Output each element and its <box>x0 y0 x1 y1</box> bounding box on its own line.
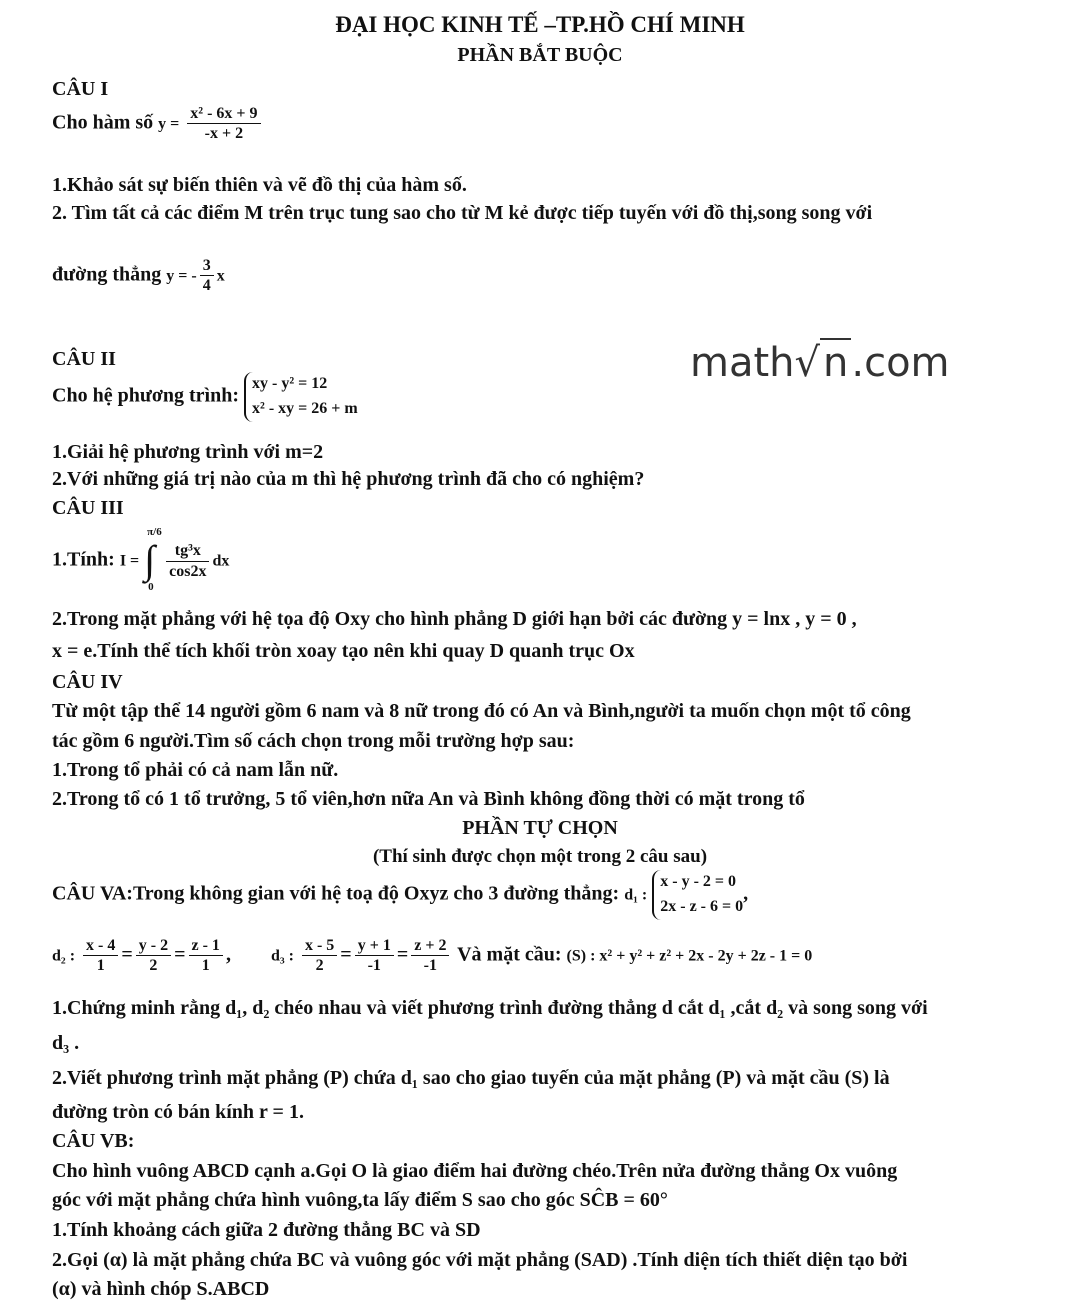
cau5a-question-1: 1.Chứng minh rằng d₁, d₂ chéo nhau và viết phương trình đường thẳng d cắt d₁ ,cắt d₂ và song song với <box>52 997 928 1019</box>
cau4-question-1: 1.Trong tổ phải có cả nam lẫn nữ. <box>52 759 339 781</box>
cau2-heading: CÂU II <box>52 348 116 370</box>
cau5b-heading: CÂU VB: <box>52 1130 135 1152</box>
cau3-question-2-cont: x = e.Tính thể tích khối tròn xoay tạo nên khi quay D quanh trục Ox <box>52 640 635 662</box>
cau1-question-1: 1.Khảo sát sự biến thiên và vẽ đồ thị của hàm số. <box>52 174 467 196</box>
cau5b-question-2: 2.Gọi (α) là mặt phẳng chứa BC và vuông góc với mặt phẳng (SAD) .Tính diện tích thiết diện tạo bởi <box>52 1249 908 1271</box>
integral-sign: ∫ π/6 0 <box>144 526 162 594</box>
document-title: ĐẠI HỌC KINH TẾ –TP.HỒ CHÍ MINH <box>335 12 745 37</box>
cau1-question-2-line: đường thẳng y = - $\frac{3}{4}$ x <box>52 257 225 295</box>
cau1-heading: CÂU I <box>52 78 109 100</box>
cau5b-paragraph-2: góc với mặt phẳng chứa hình vuông,ta lấy điểm S sao cho góc SĈB = 60° <box>52 1189 668 1211</box>
cau5b-question-1: 1.Tính khoảng cách giữa 2 đường thẳng BC và SD <box>52 1219 481 1241</box>
section-title-optional: PHẦN TỰ CHỌN <box>462 817 618 839</box>
cau1-question-2: 2. Tìm tất cả các điểm M trên trục tung sao cho từ M kẻ được tiếp tuyến với đồ thị,song song với <box>52 202 873 224</box>
cau5a-lines-sphere: d₂ : $\frac{x - 4}{1}$ = $\frac{y - 2}{2}$ = $\frac{z - 1}{1}$ , d₃ : $\frac{x - 5}{2}$ = $\frac{y + 1}{-1}$ = $\frac{z + 2}{-1}$ Và mặt cầu: (S) : x² + y² + z² + 2x - 2y + 2z - 1 = 0 <box>52 937 813 975</box>
cau5a-question-2-cont: đường tròn có bán kính r = 1. <box>52 1101 304 1123</box>
cau1-function: Cho hàm số y = $\frac{\text{x² - 6x + 9}}{-x + 2}$ <box>52 104 264 143</box>
mathvn-logo: math√n.com <box>690 340 950 386</box>
function-fraction: $\frac{\text{x² - 6x + 9}}{-x + 2}$ <box>187 104 260 143</box>
cau4-heading: CÂU IV <box>52 671 123 693</box>
cau3-heading: CÂU III <box>52 497 124 519</box>
cau5a-question-1-cont: d₃ . <box>52 1032 80 1054</box>
cau4-paragraph-1: Từ một tập thể 14 người gồm 6 nam và 8 nữ trong đó có An và Bình,người ta muốn chọn một tổ công <box>52 700 911 722</box>
cau2-question-2: 2.Với những giá trị nào của m thì hệ phương trình đã cho có nghiệm? <box>52 468 645 490</box>
cau5b-question-2-cont: (α) và hình chóp S.ABCD <box>52 1278 270 1300</box>
optional-note: (Thí sinh được chọn một trong 2 câu sau) <box>372 846 708 867</box>
cau4-question-2: 2.Trong tổ có 1 tổ trưởng, 5 tổ viên,hơn nữa An và Bình không đồng thời có mặt trong tổ <box>52 788 805 810</box>
equation-system: xy - y² = 12 x² - xy = 26 + m <box>244 372 358 422</box>
cau5b-paragraph-1: Cho hình vuông ABCD cạnh a.Gọi O là giao điểm hai đường chéo.Trên nửa đường thẳng Ox vuông <box>52 1160 898 1182</box>
cau2-question-1: 1.Giải hệ phương trình với m=2 <box>52 441 324 463</box>
cau4-paragraph-2: tác gồm 6 người.Tìm số cách chọn trong mỗi trường hợp sau: <box>52 730 575 752</box>
cau3-integral: 1.Tính: I = ∫ π/6 0 $\frac{\text{tg³x}}{\cos 2x}$ dx <box>52 526 230 594</box>
cau3-question-2: 2.Trong mặt phẳng với hệ tọa độ Oxy cho hình phẳng D giới hạn bởi các đường y = lnx , y = 0 , <box>52 608 857 630</box>
cau2-system: Cho hệ phương trình: xy - y² = 12 x² - xy = 26 + m <box>52 372 358 422</box>
section-title-mandatory: PHẦN BẮT BUỘC <box>457 44 623 66</box>
cau5a-question-2: 2.Viết phương trình mặt phẳng (P) chứa d₁ sao cho giao tuyến của mặt phẳng (P) và mặt cầu (S) là <box>52 1067 890 1089</box>
d1-system: x - y - 2 = 0 2x - z - 6 = 0 <box>652 870 743 920</box>
cau5a-intro: CÂU VA:Trong không gian với hệ toạ độ Oxyz cho 3 đường thẳng: d₁ : x - y - 2 = 0 2x - z - 6 = 0 , <box>52 870 748 920</box>
